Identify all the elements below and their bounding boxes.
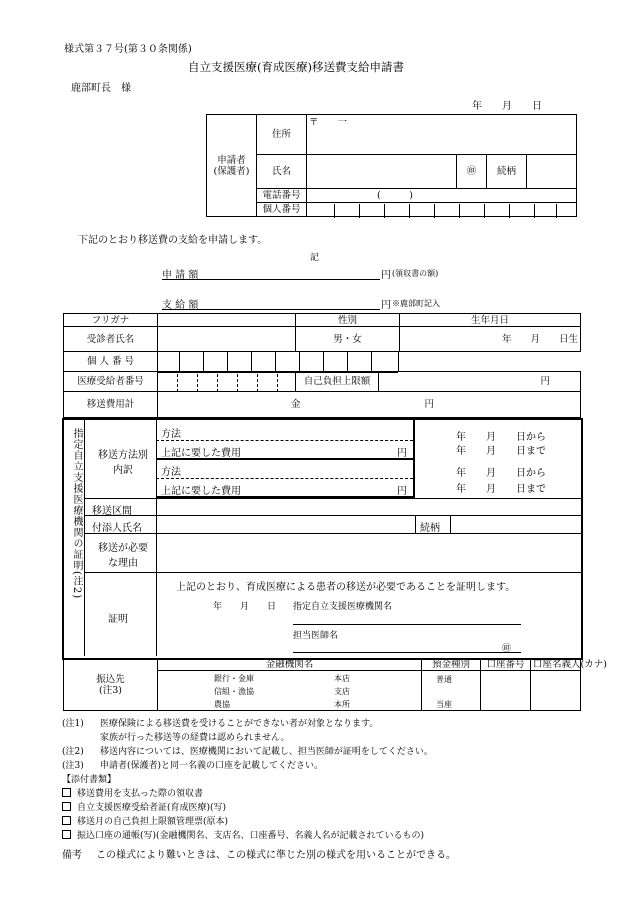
institution-name-label: 指定自立支援医療機関名 xyxy=(293,602,393,612)
request-amount-unit: 円 xyxy=(381,270,391,281)
bank-label: 振込先 (注3) xyxy=(64,659,158,711)
patient-name-label: 受診者氏名 xyxy=(64,327,158,352)
phone-label: 電話番号 xyxy=(257,189,307,203)
applicant-section-label: 申請者 (保護者) xyxy=(207,115,257,217)
note2-label: (注2) xyxy=(62,747,84,757)
doctor-name-field[interactable] xyxy=(293,652,521,653)
personal-number-label: 個人番号 xyxy=(257,203,307,217)
address-field[interactable] xyxy=(307,115,577,155)
institution-vertical-label: 指定自立支援医療機関の証明(注2) xyxy=(71,428,82,600)
phone-field[interactable]: ( ) xyxy=(307,189,577,203)
remarks-label: 備考 xyxy=(62,850,82,861)
bank-name-header: 金融機関名 xyxy=(158,659,422,671)
relationship-label: 続柄 xyxy=(487,155,527,189)
deposit-type-header: 預金種別 xyxy=(422,659,481,671)
bank-table xyxy=(63,658,607,711)
account-holder-header: 口座名義人(カナ) xyxy=(531,659,581,671)
bank-name-field[interactable]: 銀行・金庫 信組・漁協 農協 本店 支店 本所 xyxy=(158,671,422,711)
note1-line1: 医療保険による移送費を受けることができない者が対象となります。 xyxy=(100,719,379,729)
cost-yen-2: 円 xyxy=(397,486,407,497)
patient-name-field[interactable] xyxy=(158,327,296,352)
method-breakdown-label: 移送方法別 内訳 xyxy=(98,450,148,476)
ki-mark: 記 xyxy=(310,253,320,263)
gender-label: 性別 xyxy=(296,314,400,327)
application-date[interactable]: 年 月 日 xyxy=(472,101,542,112)
certification-label: 証明 xyxy=(108,614,128,625)
checkbox-icon[interactable] xyxy=(62,788,71,797)
postal-mark: 〒 一 xyxy=(309,117,348,128)
birthdate-label: 生年月日 xyxy=(400,314,581,327)
reason-label: 移送が必要 な理由 xyxy=(98,543,148,569)
recipient-number-label: 医療受給者番号 xyxy=(64,372,158,392)
payment-amount-label: 支 給 額 xyxy=(162,300,199,311)
method-label-1: 方法 xyxy=(161,429,181,440)
applicant-name-field[interactable] xyxy=(307,155,457,189)
name-label: 氏名 xyxy=(257,155,307,189)
deposit-type-field[interactable]: 普通 当座 xyxy=(422,671,481,711)
checkbox-icon[interactable] xyxy=(62,830,71,839)
period-until-1[interactable]: 年 月 日まで xyxy=(456,446,546,457)
certification-text: 上記のとおり、育成医療による患者の移送が必要であることを証明します。 xyxy=(176,582,516,593)
note2-text: 移送内容については、医療機関において記載し、担当医師が証明をしてください。 xyxy=(100,747,433,757)
request-amount-label: 申 請 額 xyxy=(162,270,199,281)
method-label-2: 方法 xyxy=(161,467,181,478)
note3-text: 申請者(保護者)と同一名義の口座を記載してください。 xyxy=(100,761,324,771)
request-text: 下記のとおり移送費の支給を申請します。 xyxy=(78,235,268,246)
request-amount-field[interactable] xyxy=(162,279,380,280)
attachment-2: 自立支援医療受給者証(育成医療)(写) xyxy=(62,800,226,813)
seal-mark: ㊞ xyxy=(457,155,487,189)
attachments-header: 【添付書類】 xyxy=(62,775,117,785)
period-from-2[interactable]: 年 月 日から xyxy=(456,468,546,479)
cost-label-1: 上記に要した費用 xyxy=(161,448,241,459)
form-number: 様式第３７号(第３０条関係) xyxy=(64,44,192,55)
page-title: 自立支援医療(育成医療)移送費支給申請書 xyxy=(188,60,404,74)
request-amount-note: (領収書の額) xyxy=(392,269,439,278)
attendant-relation-label: 続柄 xyxy=(420,523,440,534)
cost-yen-1: 円 xyxy=(397,448,407,459)
period-from-1[interactable]: 年 月 日から xyxy=(456,432,546,443)
doctor-label: 担当医師名 xyxy=(293,631,339,641)
note1-line2: 家族が行った移送等の経費は認められません。 xyxy=(100,733,290,743)
checkbox-icon[interactable] xyxy=(62,802,71,811)
gender-options[interactable]: 男・女 xyxy=(296,327,400,352)
checkbox-icon[interactable] xyxy=(62,816,71,825)
transport-section-label: 移送区間 xyxy=(92,506,132,517)
account-number-field[interactable] xyxy=(481,671,531,711)
copay-limit-field[interactable]: 円 xyxy=(379,372,581,392)
transport-total-label: 移送費用計 xyxy=(64,392,158,418)
transport-total-field[interactable]: 金 円 xyxy=(158,392,581,418)
recipient-number-field[interactable] xyxy=(158,372,296,392)
birthdate-field[interactable]: 年 月 日生 xyxy=(400,327,581,352)
attachment-3: 移送月の自己負担上限額管理票(原本) xyxy=(62,814,228,827)
note1-label: (注1) xyxy=(62,719,84,729)
addressee: 鹿部町長 様 xyxy=(71,83,131,94)
payment-amount-unit: 円 xyxy=(381,300,391,311)
patient-personal-number-label: 個 人 番 号 xyxy=(64,352,158,372)
certification-date[interactable]: 年 月 日 xyxy=(213,602,277,612)
payment-amount-field[interactable] xyxy=(162,309,380,310)
furigana-label: フリガナ xyxy=(64,314,158,327)
doctor-seal: ㊞ xyxy=(502,644,512,654)
attachment-1: 移送費用を支払った際の領収書 xyxy=(62,786,203,799)
applicant-table xyxy=(206,114,577,217)
institution-name-field[interactable] xyxy=(293,624,521,625)
period-until-2[interactable]: 年 月 日まで xyxy=(456,484,546,495)
personal-number-field[interactable] xyxy=(307,203,577,217)
cost-label-2: 上記に要した費用 xyxy=(161,486,241,497)
patient-personal-number-field[interactable] xyxy=(158,352,581,372)
furigana-field[interactable] xyxy=(158,314,296,327)
note3-label: (注3) xyxy=(62,761,84,771)
address-label: 住所 xyxy=(257,115,307,155)
patient-table xyxy=(63,313,581,418)
attendant-label: 付添人氏名 xyxy=(92,523,142,534)
payment-amount-note: ※鹿部町記入 xyxy=(392,299,440,308)
account-number-header: 口座番号 xyxy=(481,659,531,671)
account-holder-field[interactable] xyxy=(531,671,581,711)
attachment-4: 振込口座の通帳(写)(金融機関名、支店名、口座番号、名義人名が記載されているもの) xyxy=(62,828,424,841)
copay-limit-label: 自己負担上限額 xyxy=(296,372,379,392)
relationship-field[interactable] xyxy=(527,155,577,189)
remarks-text: この様式により難いときは、この様式に準じた別の様式を用いることができる。 xyxy=(96,850,456,861)
